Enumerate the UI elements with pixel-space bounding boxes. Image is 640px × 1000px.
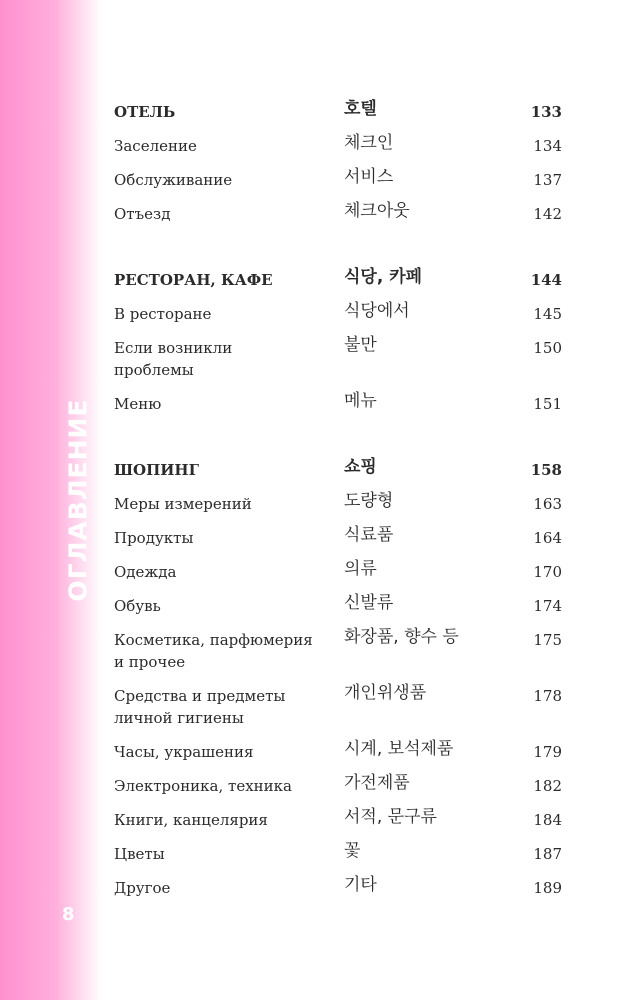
toc-entry[interactable] bbox=[114, 555, 562, 589]
entry-title-ko: 의류 bbox=[344, 559, 377, 579]
toc-entry[interactable] bbox=[114, 387, 562, 421]
entry-page: 174 bbox=[533, 597, 562, 615]
entry-title-ru: В ресторане bbox=[114, 305, 212, 323]
entry-page: 164 bbox=[533, 529, 562, 547]
entry-page: 145 bbox=[533, 305, 562, 323]
entry-title-ko: 식료품 bbox=[344, 525, 394, 545]
entry-page: 182 bbox=[533, 777, 562, 795]
entry-title-ko: 식당에서 bbox=[344, 301, 410, 321]
entry-title-ru: Цветы bbox=[114, 845, 165, 863]
entry-title-ru: Одежда bbox=[114, 563, 177, 581]
entry-page: 187 bbox=[533, 845, 562, 863]
entry-page: 175 bbox=[533, 631, 562, 649]
entry-page: 184 bbox=[533, 811, 562, 829]
toc-section-hotel bbox=[114, 95, 562, 231]
entry-title-ko: 체크아웃 bbox=[344, 201, 410, 221]
entry-title-ru: Заселение bbox=[114, 137, 197, 155]
section-title-ko: 쇼핑 bbox=[344, 457, 377, 477]
entry-title-ko: 메뉴 bbox=[344, 391, 377, 411]
entry-title-ru: Обувь bbox=[114, 597, 161, 615]
section-page: 133 bbox=[530, 103, 562, 121]
toc-entry[interactable] bbox=[114, 623, 562, 679]
sidebar bbox=[0, 0, 102, 1000]
entry-title-ru: Отъезд bbox=[114, 205, 171, 223]
toc-entry[interactable] bbox=[114, 163, 562, 197]
toc-entry[interactable] bbox=[114, 197, 562, 231]
toc-entry[interactable] bbox=[114, 769, 562, 803]
entry-page: 137 bbox=[533, 171, 562, 189]
entry-title-ko: 개인위생품 bbox=[344, 683, 427, 703]
entry-page: 150 bbox=[533, 339, 562, 357]
entry-page: 178 bbox=[533, 687, 562, 705]
entry-title-ru: Косметика, парфюмерия и прочее bbox=[114, 631, 313, 671]
toc-section-restaurant bbox=[114, 263, 562, 421]
entry-title-ko: 서적, 문구류 bbox=[344, 807, 437, 827]
entry-title-ko: 꽃 bbox=[344, 841, 361, 861]
entry-title-ru: Меню bbox=[114, 395, 162, 413]
toc-entry[interactable] bbox=[114, 679, 562, 735]
entry-page: 151 bbox=[533, 395, 562, 413]
toc-entry[interactable] bbox=[114, 837, 562, 871]
toc-entry[interactable] bbox=[114, 487, 562, 521]
entry-title-ko: 기타 bbox=[344, 875, 377, 895]
toc-entry[interactable] bbox=[114, 521, 562, 555]
entry-title-ko: 가전제품 bbox=[344, 773, 410, 793]
toc-entry[interactable] bbox=[114, 129, 562, 163]
entry-page: 170 bbox=[533, 563, 562, 581]
entry-title-ru: Меры измерений bbox=[114, 495, 252, 513]
section-title-ru: ОТЕЛЬ bbox=[114, 103, 176, 121]
page-number: 8 bbox=[62, 904, 75, 925]
section-header[interactable] bbox=[114, 95, 562, 129]
entry-title-ru: Книги, канцелярия bbox=[114, 811, 268, 829]
section-title-ko: 호텔 bbox=[344, 99, 377, 119]
toc-entry[interactable] bbox=[114, 297, 562, 331]
toc-entry[interactable] bbox=[114, 331, 562, 387]
section-title-ru: РЕСТОРАН, КАФЕ bbox=[114, 271, 273, 289]
entry-title-ko: 체크인 bbox=[344, 133, 394, 153]
entry-title-ru: Продукты bbox=[114, 529, 194, 547]
entry-title-ru: Если возникли проблемы bbox=[114, 339, 233, 379]
toc-entry[interactable] bbox=[114, 589, 562, 623]
entry-title-ru: Обслуживание bbox=[114, 171, 233, 189]
entry-page: 142 bbox=[533, 205, 562, 223]
section-page: 158 bbox=[530, 461, 562, 479]
entry-title-ko: 도량형 bbox=[344, 491, 394, 511]
toc-section-shopping bbox=[114, 453, 562, 905]
toc-entry[interactable] bbox=[114, 871, 562, 905]
entry-title-ko: 화장품, 향수 등 bbox=[344, 627, 459, 647]
section-header[interactable] bbox=[114, 263, 562, 297]
section-page: 144 bbox=[530, 271, 562, 289]
entry-page: 163 bbox=[533, 495, 562, 513]
entry-title-ko: 서비스 bbox=[344, 167, 394, 187]
toc-entry[interactable] bbox=[114, 735, 562, 769]
entry-page: 189 bbox=[533, 879, 562, 897]
entry-page: 134 bbox=[533, 137, 562, 155]
entry-title-ru: Часы, украшения bbox=[114, 743, 254, 761]
section-title-ko: 식당, 카페 bbox=[344, 267, 423, 287]
entry-title-ru: Другое bbox=[114, 879, 171, 897]
sidebar-title: ОГЛАВЛЕНИЕ bbox=[63, 398, 93, 602]
entry-title-ko: 불만 bbox=[344, 335, 377, 355]
entry-title-ru: Средства и предметы личной гигиены bbox=[114, 687, 286, 727]
table-of-contents bbox=[114, 95, 562, 937]
entry-title-ko: 신발류 bbox=[344, 593, 394, 613]
toc-entry[interactable] bbox=[114, 803, 562, 837]
entry-title-ru: Электроника, техника bbox=[114, 777, 292, 795]
entry-title-ko: 시계, 보석제품 bbox=[344, 739, 454, 759]
section-title-ru: ШОПИНГ bbox=[114, 461, 199, 479]
section-header[interactable] bbox=[114, 453, 562, 487]
entry-page: 179 bbox=[533, 743, 562, 761]
